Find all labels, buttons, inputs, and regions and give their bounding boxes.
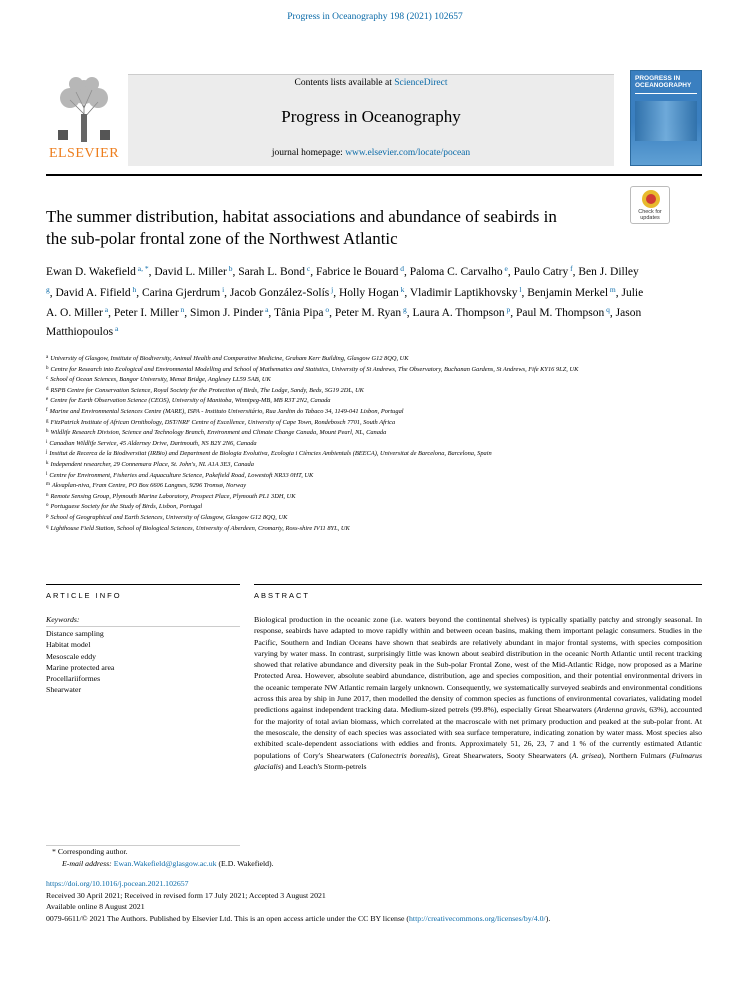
author-name: Laura A. Thompson — [412, 306, 505, 319]
corresponding-author-note: * Corresponding author. — [52, 847, 128, 856]
affiliation-text: Portuguese Society for the Study of Birds, Lisbon, Portugal — [50, 503, 203, 511]
keywords-block — [46, 614, 240, 695]
affiliation — [46, 470, 696, 481]
author-name: Peter M. Ryan — [334, 306, 402, 319]
online-date: Available online 8 August 2021 — [46, 902, 145, 912]
elsevier-wordmark: ELSEVIER — [48, 146, 120, 161]
author-name: Holly Hogan — [338, 286, 399, 299]
author[interactable] — [514, 266, 573, 278]
affiliation — [46, 491, 696, 502]
species-name: Fulmarus glacialis — [254, 750, 702, 771]
article-title-line2: the sub-polar frontal zone of the Northwest Atlantic — [46, 229, 398, 248]
species-name: Ardenna gravis — [596, 705, 646, 715]
author[interactable] — [273, 304, 330, 319]
affiliation-text: Lighthouse Field Station, School of Biological Sciences, University of Aberdeen, Cromarty, Ross-shire IV11 8YL, UK — [50, 524, 350, 532]
author[interactable] — [410, 266, 508, 278]
doi-link[interactable]: https://doi.org/10.1016/j.pocean.2021.102657 — [46, 879, 189, 888]
author-name: Simon J. Pinder — [190, 306, 264, 319]
affiliation-text: Institut de Recerca de la Biodiversitat (IRBio) and Department de Biologia Evolutiva, Ecologia i Ciències Ambientals (BEECA), Universitat de Barcelona, Barcelona, Spain — [49, 450, 492, 458]
affiliation-key: o — [46, 503, 49, 509]
affiliation-text: Independent researcher, 29 Connemara Place, St. John's, NL A1A 3E3, Canada — [50, 460, 254, 468]
affiliation-text: Centre for Environment, Fisheries and Aquaculture Science, Pakefield Road, Lowestoft NR33 0HT, UK — [49, 471, 314, 479]
author-name: Julie A. O. Miller — [46, 286, 644, 319]
affiliation-text: University of Glasgow, Institute of Biodiversity, Animal Health and Comparative Medicine, Graham Kerr Building, Glasgow G12 8QQ, UK — [50, 355, 409, 362]
affiliation-key: p — [46, 513, 49, 519]
article-title — [46, 206, 626, 250]
abstract-rule — [254, 584, 702, 585]
journal-reference[interactable]: Progress in Oceanography 198 (2021) 102657 — [287, 12, 463, 22]
author-name: Paloma C. Carvalho — [409, 266, 503, 278]
keyword: Mesoscale eddy — [46, 651, 97, 661]
author-affiliation-marker[interactable]: j — [329, 284, 334, 294]
author-name: Peter I. Miller — [113, 306, 179, 319]
email-label: E-mail address: — [62, 858, 114, 868]
author[interactable] — [113, 304, 185, 319]
species-name: A. grisea — [571, 750, 602, 760]
author[interactable] — [141, 284, 225, 299]
keyword: Shearwater — [46, 685, 82, 695]
author-affiliation-marker[interactable]: g — [46, 284, 50, 294]
author-affiliation-marker[interactable]: k — [398, 284, 405, 294]
author-affiliation-marker[interactable]: o — [323, 304, 330, 314]
author-affiliation-marker[interactable]: a — [263, 304, 269, 314]
species-name: Calonectris borealis — [370, 750, 436, 760]
affiliation-text: School of Geographical and Earth Sciences, University of Glasgow, Glasgow G12 8QQ, UK — [50, 513, 288, 521]
footnotes — [52, 846, 652, 869]
author[interactable] — [238, 266, 310, 278]
author-affiliation-marker[interactable]: a — [102, 304, 109, 314]
affiliation — [46, 501, 696, 512]
author-name: Paulo Catry — [513, 266, 569, 278]
affiliation — [46, 438, 696, 449]
affiliation — [46, 480, 696, 491]
author[interactable] — [229, 284, 334, 299]
affiliation-text: FitzPatrick Institute of African Ornithology, DST/NRF Centre of Excellence, University of Cape Town, Rondebosch 7701, South Africa — [50, 418, 396, 426]
affiliation — [46, 523, 696, 534]
masthead-rule — [46, 174, 702, 176]
affiliation — [46, 417, 696, 428]
affiliation — [46, 459, 696, 470]
author-affiliation-marker[interactable]: a — [113, 324, 119, 334]
affiliation-text: Canadian Wildlife Service, 45 Alderney Drive, Dartmouth, NS B2Y 2N6, Canada — [49, 439, 257, 447]
author[interactable] — [190, 304, 269, 319]
crossmark-label-line2: updates — [640, 215, 660, 221]
affiliation-text: School of Ocean Sciences, Bangor University, Menai Bridge, Anglesey LL59 5AB, UK — [50, 376, 271, 384]
author[interactable] — [55, 284, 137, 299]
affiliation — [46, 512, 696, 523]
affiliation — [46, 427, 696, 438]
received-dates: Received 30 April 2021; Received in revised form 17 July 2021; Accepted 3 August 2021 — [46, 890, 326, 900]
affiliation-key: g — [46, 418, 49, 424]
author-name: Jacob González-Solís — [229, 286, 330, 299]
email-link[interactable]: Ewan.Wakefield@glasgow.ac.uk — [113, 858, 217, 868]
author[interactable] — [316, 266, 404, 278]
affiliation-text: Centre for Research into Ecological and Environmental Modelling and School of Mathematics and Statistics, University of St Andrews, The Observatory, Buchanan Gardens, St Andrews, Fife KY16 9LZ, UK — [50, 365, 579, 373]
journal-info-box — [128, 74, 614, 166]
author-affiliation-marker[interactable]: b — [226, 264, 233, 273]
affiliation-key: a — [46, 355, 49, 360]
affiliation-key: q — [46, 524, 49, 530]
author-affiliation-marker[interactable]: n — [178, 304, 185, 314]
author-name: Jason Matthiopoulos — [46, 306, 642, 339]
cover-art — [635, 101, 697, 141]
keyword: Habitat model — [46, 640, 91, 650]
affiliation — [46, 374, 696, 385]
sciencedirect-link[interactable]: ScienceDirect — [394, 78, 448, 88]
author-affiliation-marker[interactable]: l — [517, 284, 522, 294]
affiliation-text: Remote Sensing Group, Plymouth Marine Laboratory, Prospect Place, Plymouth PL1 3DH, UK — [50, 492, 296, 500]
author-name: David A. Fifield — [55, 286, 131, 299]
author[interactable] — [527, 284, 616, 299]
check-for-updates-button[interactable] — [630, 186, 670, 224]
author-name: Carina Gjerdrum — [141, 286, 221, 299]
crossmark-label-line1: Check for — [638, 209, 662, 215]
affiliation-key: d — [46, 386, 49, 392]
author-name: Paul M. Thompson — [516, 306, 605, 319]
elsevier-tree-icon — [50, 74, 118, 144]
affiliation — [46, 364, 696, 375]
affiliation-key: h — [46, 429, 49, 435]
keywords-label: Keywords: — [46, 614, 240, 627]
affiliation — [46, 448, 696, 459]
author[interactable] — [516, 304, 610, 319]
article-info-rule — [46, 584, 240, 585]
affiliation-key: k — [46, 460, 49, 466]
affiliation-text: Centre for Earth Observation Science (CEOS), University of Manitoba, Winnipeg-MB, MB R3T 2N2, Canada — [50, 397, 331, 405]
author-name: David L. Miller — [154, 266, 227, 278]
journal-masthead — [46, 74, 702, 170]
article-info-heading: ARTICLE INFO — [46, 591, 122, 600]
affiliation-text: Wildlife Research Division, Science and Technology Branch, Environment and Climate Change Canada, Mount Pearl, NL, Canada — [50, 429, 387, 437]
keywords-list — [46, 628, 240, 695]
keyword: Marine protected area — [46, 662, 115, 672]
author-name: Ewan D. Wakefield — [46, 266, 136, 278]
author[interactable] — [154, 266, 232, 278]
article-history — [46, 878, 706, 924]
affiliation — [46, 385, 696, 396]
affiliation-key: c — [46, 376, 49, 382]
affiliation-key: m — [46, 482, 50, 488]
abstract-text: Biological production in the oceanic zone (i.e. waters beyond the continental shelves) is typically spatially patchy and strongly seasonal. In response, seabirds have adapted to move rapidly within and between ocean basins, making them important pelagic consumers. Studies in the Pacific, Southern and Indian Oceans have shown that seabirds are relatively abundant in major frontal systems, with species composition varying by water mass. In contrast, surprisingly little was known about seabird distribution in the oceanic North Atlantic until recent tracking showed that relative abundance and diversity peak in the Sub-polar Frontal Zone, west of the Mid-Atlantic Ridge, now proposed as a Marine Protected Area. However, absolute seabird abundance, distribution, age and species composition, and their potential environmental drivers in the oceanic temperate NW Atlantic remain largely unknown. Consequently, we systematically surveyed seabirds and environmental conditions across this area by ship in June 2017, then modelled the density of common species as functions of environmental covariates, validating model predictions against independent tracking data. Medium-sized petrels (99.8%), especially Great Shearwaters (Ardenna gravis, 63%), accounted for the majority of total avian biomass, which correlated at the macroscale with net primary production and peaked at the sub-polar front. At the mesoscale, the density of each species was associated with sea surface temperature, indicating zonation by water mass. Most species also exhibited scale-dependent associations with eddies and fronts. Approximately 51, 26, 23, 7 and 1 % of the currently estimated Atlantic populations of Cory's Shearwaters (Calonectris borealis), Great Shearwaters, Sooty Shearwaters (A. grisea), Northern Fulmars (Fulmarus glacialis) and Leach's Storm-petrels — [254, 615, 702, 771]
keyword: Distance sampling — [46, 629, 104, 639]
affiliation-text: Akvaplan-niva, Fram Centre, PO Box 6606 Langnes, 9296 Tromsø, Norway — [51, 482, 247, 490]
affiliation — [46, 395, 696, 406]
author-name: Ben J. Dilley — [578, 266, 639, 278]
affiliation-text: RSPB Centre for Conservation Science, Royal Society for the Protection of Birds, The Lodge, Sandy, Beds, SG19 2DL, UK — [50, 386, 364, 394]
author-affiliation-marker[interactable]: f — [568, 264, 573, 273]
affiliation-key: n — [46, 492, 49, 498]
affiliation — [46, 406, 696, 417]
author[interactable] — [334, 304, 407, 319]
journal-name: Progress in Oceanography — [281, 107, 461, 126]
author-name: Benjamin Merkel — [527, 286, 609, 299]
affiliation-list — [46, 353, 696, 533]
cover-stripe — [635, 93, 697, 94]
crossmark-label — [631, 209, 669, 221]
affiliation-key: l — [46, 471, 48, 477]
affiliation-key: e — [46, 397, 49, 403]
author-affiliation-marker[interactable]: i — [220, 284, 225, 294]
author-list: Ewan D. Wakefield $^{a, *}$, David L. Miller $^b$, Sarah L. Bond $^c$, Fabrice le Bouard $^d$, Paloma C. Carvalho $^e$, Paulo Catry $^f$, Ben J. Dilley $^g$, David A. Fifield $^h$, Carina Gjerdrum $^i$, Jacob González-Solís $^j$, Holly Hogan $^k$, Vladimir Laptikhovsky $^l$, Benjamin Merkel $^m$, Julie A. O. Miller $^a$, Peter I. Miller $^n$, Simon J. Pinder $^a$, Tânia Pipa $^o$, Peter M. Ryan $^g$, Laura A. Thompson $^p$, Paul M. Thompson $^q$, Jason Matthiopoulos $^a$ — [46, 264, 644, 339]
author-affiliation-marker[interactable]: h — [130, 284, 137, 294]
author-name: Vladimir Laptikhovsky — [409, 286, 518, 299]
homepage-prefix: journal homepage: — [271, 148, 346, 158]
author[interactable] — [412, 304, 511, 319]
article-title-line1: The summer distribution, habitat associations and abundance of seabirds in — [46, 207, 557, 226]
keyword: Procellariiformes — [46, 674, 101, 684]
crossmark-icon — [642, 190, 660, 208]
author-affiliation-marker[interactable]: c — [304, 264, 311, 273]
author-affiliation-marker[interactable]: e — [502, 264, 508, 273]
license-suffix: ). — [545, 913, 551, 923]
author-affiliation-marker[interactable]: m — [608, 284, 616, 294]
author-name: Sarah L. Bond — [238, 266, 305, 278]
email-suffix: (E.D. Wakefield). — [216, 858, 274, 868]
elsevier-logo[interactable] — [46, 74, 122, 162]
author-name: Tânia Pipa — [273, 306, 324, 319]
author[interactable] — [46, 266, 149, 278]
homepage-line — [128, 148, 614, 158]
abstract-heading: ABSTRACT — [254, 591, 311, 600]
author-affiliation-marker[interactable]: p — [504, 304, 511, 314]
author-affiliation-marker[interactable]: q — [604, 304, 610, 314]
author[interactable] — [338, 284, 405, 299]
affiliation-key: f — [46, 407, 48, 413]
affiliation-key: b — [46, 365, 49, 371]
journal-cover-image[interactable] — [630, 70, 702, 166]
author-affiliation-marker[interactable]: g — [401, 304, 407, 314]
affiliation — [46, 353, 696, 364]
author-name: Fabrice le Bouard — [315, 266, 399, 278]
contents-prefix: Contents lists available at — [294, 78, 395, 88]
author[interactable] — [409, 284, 522, 299]
contents-line — [128, 78, 614, 88]
license-line — [46, 913, 706, 925]
email-line — [52, 858, 652, 870]
affiliation-key: i — [46, 439, 48, 445]
affiliation-key: j — [46, 450, 48, 456]
homepage-link[interactable]: www.elsevier.com/locate/pocean — [345, 148, 471, 158]
license-prefix: 0079-6611/© 2021 The Authors. Published by Elsevier Ltd. This is an open access article under the CC BY license ( — [46, 913, 409, 923]
author-affiliation-marker[interactable]: a, * — [135, 264, 149, 273]
author-affiliation-marker[interactable]: d — [398, 264, 404, 273]
license-link[interactable]: http://creativecommons.org/licenses/by/4.0/ — [409, 913, 546, 923]
cover-title: PROGRESS IN OCEANOGRAPHY — [635, 75, 692, 89]
affiliation-text: Marine and Environmental Sciences Centre (MARE), ISPA - Instituto Universitário, Rua Jardim do Tabaco 34, 1149-041 Lisbon, Portugal — [49, 407, 404, 415]
